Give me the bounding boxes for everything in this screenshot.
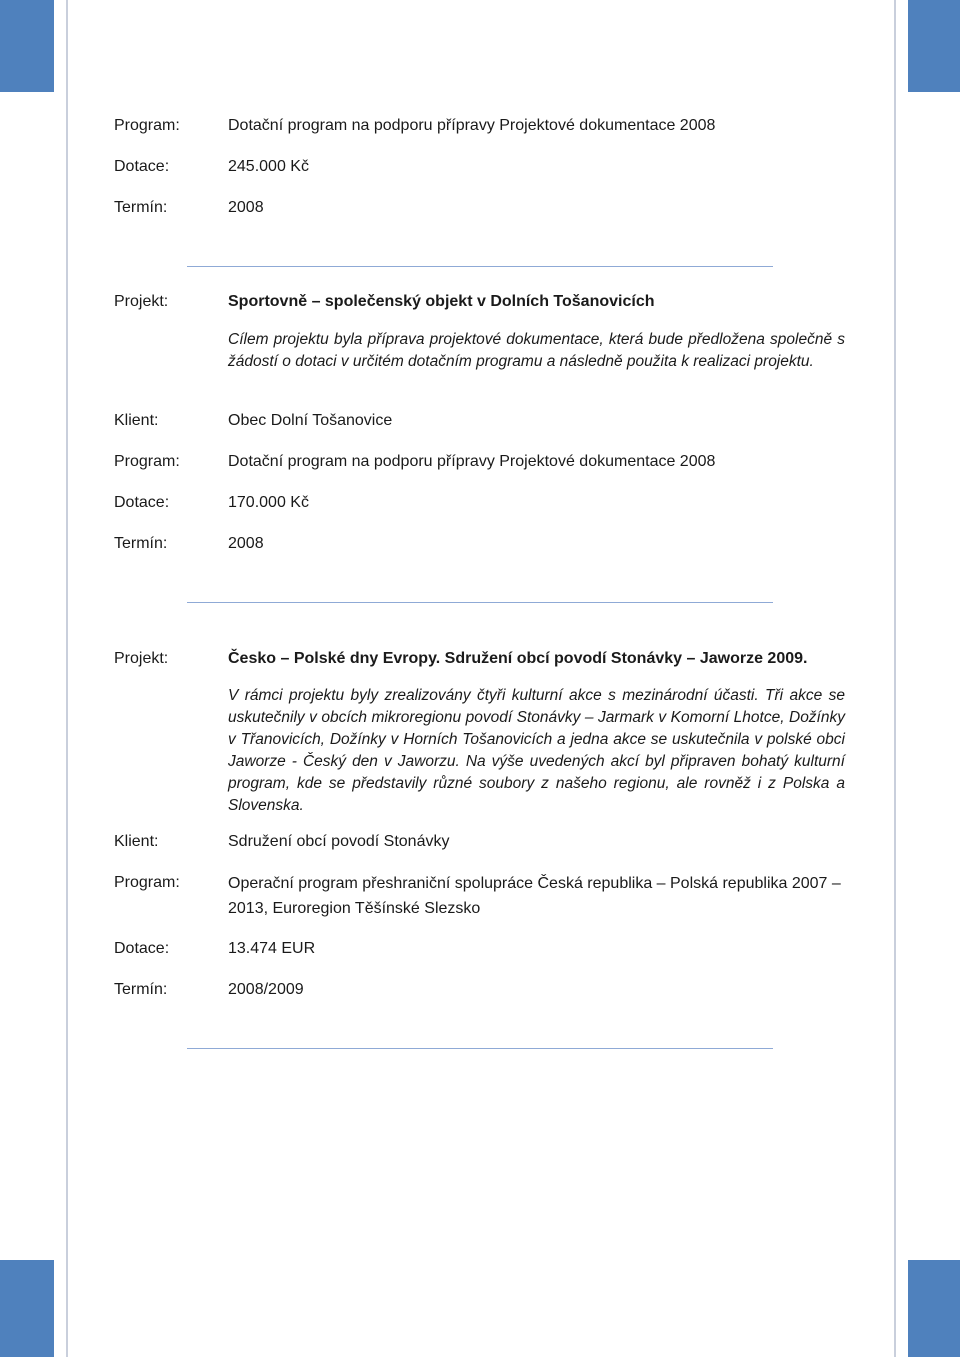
- frame-line-left: [66, 0, 68, 1357]
- termin-label: Termín:: [114, 981, 168, 998]
- klient-value: Obec Dolní Tošanovice: [228, 412, 393, 429]
- section-divider: [187, 1048, 773, 1049]
- projekt-label: Projekt:: [114, 293, 169, 310]
- dotace-value: 170.000 Kč: [228, 494, 309, 511]
- dotace-label: Dotace:: [114, 494, 170, 511]
- program-label: Program:: [114, 117, 180, 134]
- program-value: Operační program přeshraniční spolupráce Česká republika – Polská republika 2007 – 2013, Euroregion Těšínské Slezsko: [228, 875, 841, 917]
- projekt-title: Česko – Polské dny Evropy. Sdružení obcí povodí Stonávky – Jaworze 2009.: [228, 650, 808, 667]
- klient-label: Klient:: [114, 412, 159, 429]
- dotace-label: Dotace:: [114, 158, 170, 175]
- program-label: Program:: [114, 874, 180, 891]
- section-divider: [187, 602, 773, 603]
- projekt-title: Sportovně – společenský objekt v Dolních Tošanovicích: [228, 293, 655, 310]
- section-divider: [187, 266, 773, 267]
- decorative-band-top-right: [908, 0, 960, 92]
- termin-value: 2008/2009: [228, 981, 304, 998]
- decorative-band-bottom-left: [0, 1260, 54, 1357]
- klient-value: Sdružení obcí povodí Stonávky: [228, 833, 450, 850]
- dotace-value: 13.474 EUR: [228, 940, 316, 957]
- program-value: Dotační program na podporu přípravy Projektové dokumentace 2008: [228, 117, 716, 134]
- projekt-label: Projekt:: [114, 650, 169, 667]
- frame-line-right: [894, 0, 896, 1357]
- program-value: Dotační program na podporu přípravy Projektové dokumentace 2008: [228, 453, 716, 470]
- termin-label: Termín:: [114, 535, 168, 552]
- termin-value: 2008: [228, 535, 264, 552]
- program-label: Program:: [114, 453, 180, 470]
- project-description: Cílem projektu byla příprava projektové dokumentace, která bude předložena společně s žádostí o dotaci v určitém dotačním programu a následně použita k realizaci projektu.: [228, 331, 845, 370]
- dotace-label: Dotace:: [114, 940, 170, 957]
- termin-value: 2008: [228, 199, 264, 216]
- dotace-value: 245.000 Kč: [228, 158, 309, 175]
- termin-label: Termín:: [114, 199, 168, 216]
- klient-label: Klient:: [114, 833, 159, 850]
- project-description: V rámci projektu byly zrealizovány čtyři kulturní akce s mezinárodní účasti. Tři akce se uskutečnily v obcích mikroregionu povodí Stonávky – Jarmark v Komorní Lhotce, Dožínky v Třanovicích, Dožínky v Horních Tošanovicích a jedna akce se uskutečnila v polské obci Jaworze - Český den v Jaworzu. Na výše uvedených akcí byl připraven bohatý kulturní program, kde se představily různé soubory z našeho regionu, ale rovněž i z Polska a Slovenska.: [228, 687, 845, 814]
- decorative-band-bottom-right: [908, 1260, 960, 1357]
- decorative-band-top-left: [0, 0, 54, 92]
